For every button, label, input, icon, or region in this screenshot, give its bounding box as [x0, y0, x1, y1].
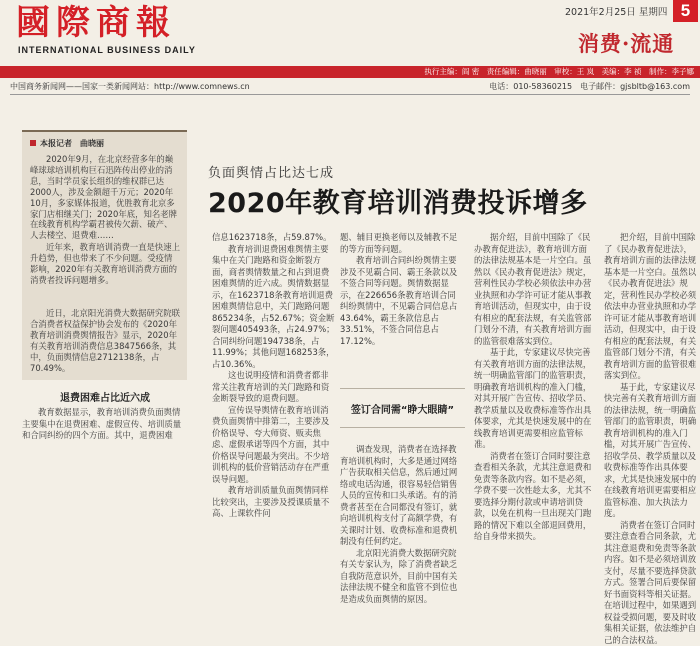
article-column-4: [604, 232, 700, 491]
phone-email-info: 电话：010-58360215 电子邮件：gjsbltb@163.com: [489, 81, 690, 92]
body-paragraph: 调查发现，消费者在选择教育培训机构时，大多是通过网络广告获取相关信息，然后通过网络或电话沟通，很容易轻信销售人员的宣传和口头承诺。有的消费者甚至在合同都没有签订，就向培训机构支付了高额学费，有关课时计划、收费标准和退费机制没有任何约定。: [340, 444, 463, 548]
lead-paragraph: 2020年9月，在北京经营多年的巅峰球球培训机构巨石迅阵传出停业的消息，当时学员家长组织的维权群已达2000人，涉及金额超千万元；2020年10月，多家媒体报道，优胜教育北京多家门店相继关门；2020年底，知名老牌在线教育机构学霸君被传欠薪、破产、人去楼空、退费难……: [30, 154, 180, 241]
headline-kicker: 负面舆情占比达七成: [208, 162, 334, 181]
byline-text: 本报记者 曲晓丽: [40, 139, 104, 148]
editor-credits-bar: [0, 66, 700, 78]
article-headline: 2020年教育培训消费投诉增多: [208, 181, 588, 220]
byline: [30, 138, 104, 149]
body-paragraph: 消费者在签订合同时要注意查看合同条款，尤其注意退费和免责等条款内容。如不是必须培训放支付，尽量不要选择贷款方式。签署合同后要保留好书面资料等相关证据。在培训过程中，如果遇到权益受损问题，要及时收集相关证据，依法维护自己的合法权益。: [604, 520, 700, 646]
lead-summary-box: [22, 130, 187, 380]
subheading: 退费困难占比近六成: [60, 389, 150, 404]
body-paragraph: 消费者在签订合同时要注意查看相关条款，尤其注意退费和免责等条款内容。如不是必须，学费不要一次性趁太多，尤其不要选择分期付款或申请培训贷款，以免在机构一旦出现关门跑路的情况下难以全部退回费用，给自身带来损失。: [474, 451, 594, 543]
body-paragraph: 教育数据显示，教育培训消费负面舆情主要集中在退费困难、虚假宣传、培训质量和合同纠纷的四个方面。其中，退费困难: [22, 407, 187, 442]
section-title: 消费·流通: [578, 28, 674, 58]
body-paragraph: 信息1623718条，占59.87%。: [212, 232, 335, 244]
body-paragraph: 这也说明疫情和消费者都非常关注教育培训的关门跑路和资金断裂导致的退费问题。: [212, 370, 335, 405]
header-divider: [10, 94, 690, 95]
newspaper-logo-english: INTERNATIONAL BUSINESS DAILY: [18, 45, 196, 55]
article-column-2: [340, 232, 463, 347]
article-column-2-continued: [340, 444, 463, 605]
body-paragraph: 把介绍，目前中国除了《民办教育促进法》，教育培训方面的法律法规基本是一片空白。虽然以《民办教育促进法》规定，营利性民办学校必须依法申办营业执照和办学许可证才能从事教育培训活动，但现实中，由于设有相应的配套法规，有关监管部门划分不清，有关教育培训方面的监管很难落实到位。: [604, 232, 700, 382]
body-paragraph: 据介绍，目前中国除了《民办教育促进法》，教育培训方面的法律法规基本是一片空白。虽然以《民办教育促进法》规定，营利性民办学校必须依法申办营业执照和办学许可证才能从事教育培训活动，但现实中，由于设有相应的配套法规，有关监管部门划分不清，有关教育培训方面的监管很难落实到位。: [474, 232, 594, 347]
body-paragraph: 教育培训合同纠纷舆情主要涉及不见霸合同、霸王条款以及不签合同等问题。舆情数据显示，在226656条教育培训合同纠纷舆情中，不见霸合同信息占43.64%，霸王条款信息占33.51%，不签合同信息占17.12%。: [340, 255, 463, 347]
contact-info-line: [10, 81, 690, 92]
issue-date: 2021年2月25日 星期四: [565, 4, 667, 18]
body-paragraph: 教育培训退费困难舆情主要集中在关门跑路和资金断裂方面，商者舆情数量之和占到退费困难舆情的近六成。舆情数据显示，在1623718条教育培训退费困难舆情信息中，关门跑路问题865234条，占52.67%；资金断裂问题405493条，占24.97%；合同纠纷问题194738条，占11.99%；其他问题168253条，占10.36%。: [212, 244, 335, 371]
pullquote-subheading: 签订合同需“睁大眼睛”: [340, 401, 465, 416]
body-paragraph: 教育培训质量负面舆情同样比较突出，主要涉及授课质量不高、上课软件问: [212, 485, 335, 520]
website-info: 中国商务新闻网——国家一类新闻网站：http://www.comnews.cn: [10, 82, 250, 91]
pullquote-box: [340, 388, 465, 428]
editor-credits-text: 执行主编：阎 密 责任编辑：曲晓丽 审校：王 岚 美编：李 祯 制作：李子娜: [0, 66, 694, 78]
lead-paragraph: 近日，北京阳光消费大数据研究院联合消费者权益保护协会发布的《2020年教育培训消费舆情报告》显示，2020年有关教育培训消费信息3847566条，其中，负面舆情信息2712138条，占70.49%。: [30, 308, 180, 373]
page-number-badge: 5: [673, 0, 698, 22]
lead-paragraph: 近年来，教育培训消费一直是快速上升趋势，但也带来了不少问题。受疫情影响，2020年有关教育培训消费方面的消费者投诉问题增多。: [30, 242, 180, 286]
body-paragraph: 宣传误导舆情在教育培训消费负面舆情中排第二，主要涉及价格误导、夸大师资、贩卖焦虑、虚假承诺等四个方面，其中价格误导问题最为突出。不少培训机构的低价营销活动存在严重误导问题。: [212, 405, 335, 486]
body-paragraph: 基于此，专家建议尽快完善有关教育培训方面的法律法规，统一明确监管部门的监管职责，明确教育培训机构的准入门槛，对其开展广告宣传、招收学员、教学质量以及收费标准等作出具体要求，尤其是快速发展中的在线教育培训更需要相应监管标准。: [474, 347, 594, 451]
body-paragraph: 北京阳光消费大数据研究院有关专家认为，除了消费者缺乏自我防范意识外，目前中国有关法律法规不健全和监管不到位也是造成负面舆情的原因。: [340, 548, 463, 606]
body-paragraph: 基于此，专家建议尽快完善有关教育培训方面的法律法规，统一明确监管部门的监管职责，明确教育培训机构的准入门槛，对其开展广告宣传、招收学员、教学质量以及收费标准等作出具体要求，尤其是快速发展中的在线教育培训更需要相应监管标准、加大执法力度。: [604, 382, 700, 520]
body-paragraph: 题、辅目更换老师以及辅教不足的等方面等问题。: [340, 232, 463, 255]
byline-marker-icon: [30, 140, 36, 146]
newspaper-logo: 國際商報: [16, 3, 176, 43]
article-column-3: [474, 232, 594, 543]
article-column-1: [212, 232, 335, 520]
